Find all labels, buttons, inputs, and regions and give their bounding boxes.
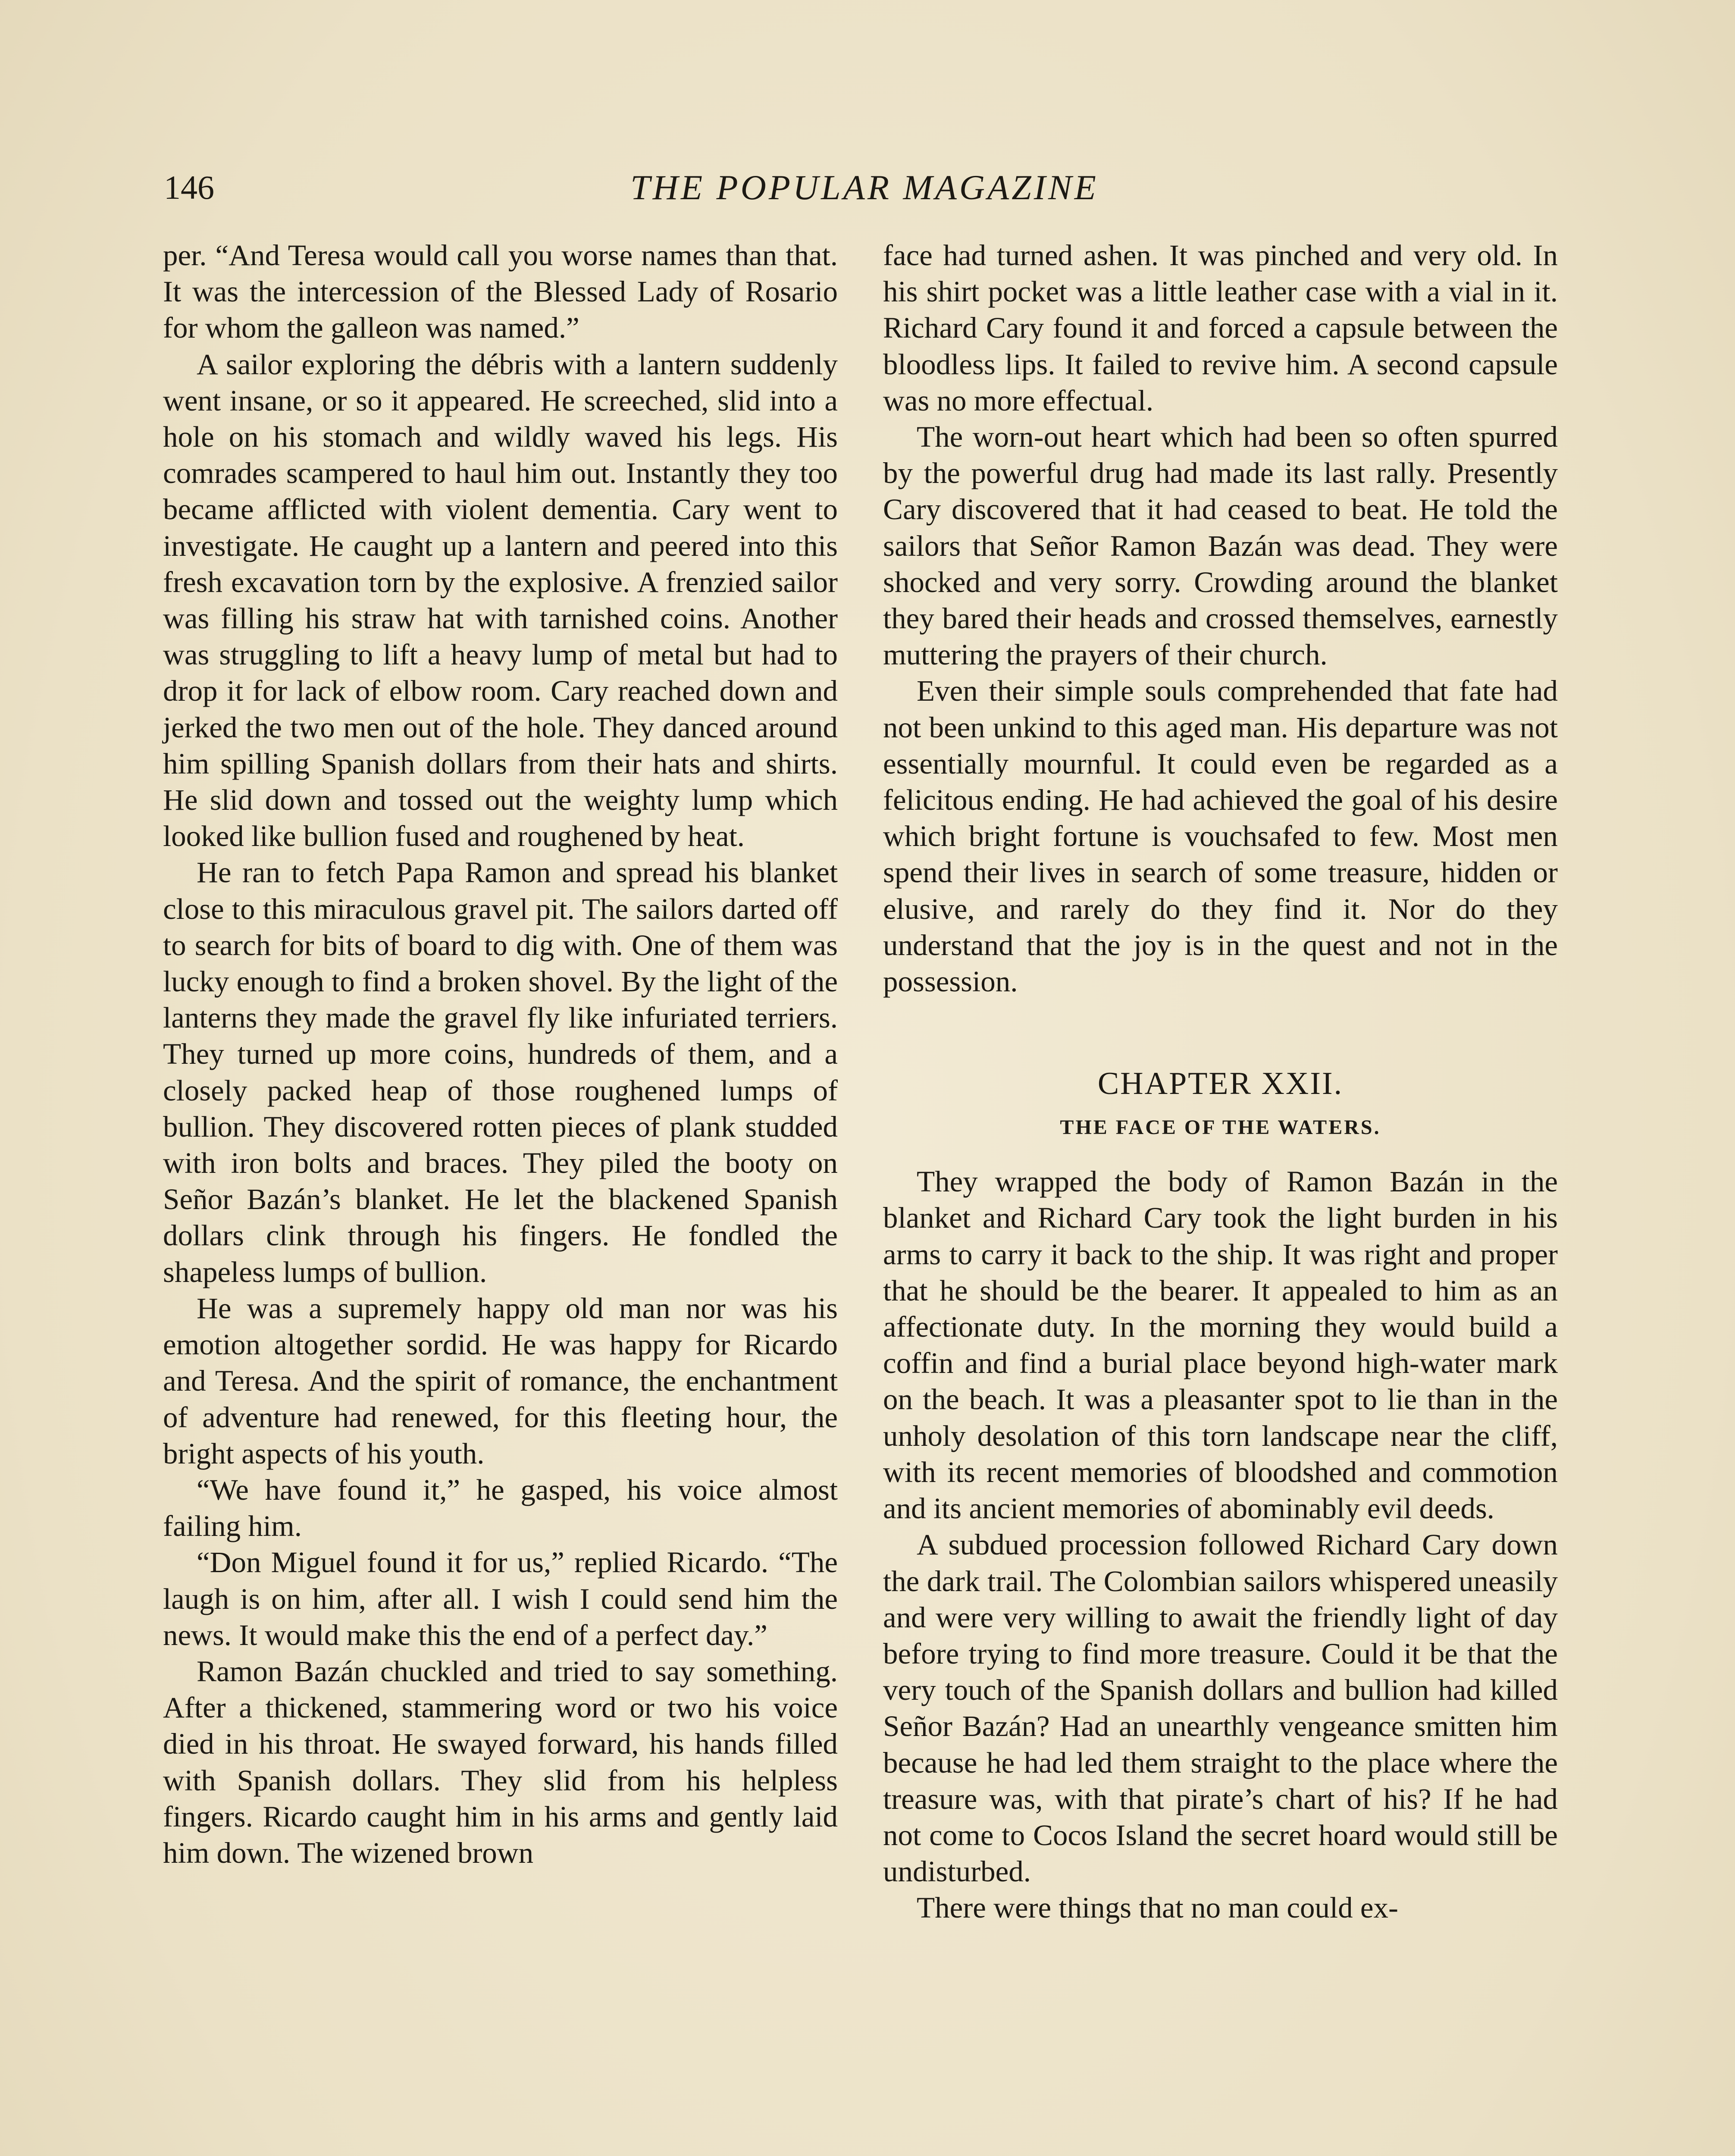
paragraph: face had turned ashen. It was pinched and very old. In his shirt pocket was a little leather case with a vial in it. Richard Cary found it and forced a capsule between the bloodless lips. It failed to revive him. A second capsule was no more effectual. (883, 239, 1558, 417)
paragraph: “We have found it,” he gasped, his voice almost failing him. (163, 1473, 838, 1543)
paragraph: Even their simple souls comprehended that fate had not been unkind to this aged man. His departure was not essentially mournful. It could even be regarded as a felicitous ending. He had achieved the goal of his desire which bright fortune is vouchsafed to few. Most men spend their lives in search of some treasure, hidden or elusive, and rarely do they find it. Nor do they understand that the joy is in the quest and not in the possession. (883, 674, 1558, 998)
paragraph: There were things that no man could ex- (917, 1891, 1399, 1924)
chapter-subtitle: THE FACE OF THE WATERS. (1060, 1116, 1381, 1139)
paragraph: They wrapped the body of Ramon Bazán in the blanket and Richard Cary took the light burden in his arms to carry it back to the ship. It was right and proper that he should be the bearer. It appealed to him as an affectionate duty. In the morning they would build a coffin and find a burial place beyond high-water mark on the beach. It was a pleasanter spot to lie than in the unholy desolation of this torn landscape near the cliff, with its recent memories of bloodshed and commotion and its ancient memories of abominably evil deeds. (883, 1165, 1558, 1525)
left-column (163, 237, 838, 1871)
chapter-title: CHAPTER XXII. (1097, 1066, 1344, 1102)
paragraph: Ramon Bazán chuckled and tried to say something. After a thickened, stammering word or two his voice died in his throat. He swayed forward, his hands filled with Spanish dollars. They slid from his helpless fingers. Ricardo caught him in his arms and gently laid him down. The wizened brown (163, 1655, 838, 1869)
page-number: 146 (164, 169, 214, 206)
paragraph: A sailor exploring the débris with a lantern suddenly went insane, or so it appeared. He screeched, slid into a hole on his stomach and wildly waved his legs. His comrades scampered to haul him out. Instantly they too became afflicted with violent dementia. Cary went to investigate. He caught up a lantern and peered into this fresh excavation torn by the explosive. A frenzied sailor was filling his straw hat with tarnished coins. Another was struggling to lift a heavy lump of metal but had to drop it for lack of elbow room. Cary reached down and jerked the two men out of the hole. They danced around him spilling Spanish dollars from their hats and shirts. He slid down and tossed out the weighty lump which looked like bullion fused and roughened by heat. (163, 348, 838, 853)
paragraph: He was a supremely happy old man nor was his emotion altogether sordid. He was happy for Ricardo and Teresa. And the spirit of romance, the enchantment of adventure had renewed, for this fleeting hour, the bright aspects of his youth. (163, 1291, 838, 1470)
right-column (883, 237, 1558, 1926)
paragraph: “Don Miguel found it for us,” replied Ricardo. “The laugh is on him, after all. I wish I could send him the news. It would make this the end of a perfect day.” (163, 1546, 838, 1651)
paragraph: He ran to fetch Papa Ramon and spread his blanket close to this miraculous gravel pit. The sailors darted off to search for bits of board to dig with. One of them was lucky enough to find a broken shovel. By the light of the lanterns they made the gravel fly like infuriated terriers. They turned up more coins, hundreds of them, and a closely packed heap of those roughened lumps of bullion. They discovered rotten pieces of plank studded with iron bolts and braces. They piled the booty on Señor Bazán’s blanket. He let the blackened Spanish dollars clink through his fingers. He fondled the shapeless lumps of bullion. (163, 856, 838, 1288)
paragraph: The worn-out heart which had been so often spurred by the powerful drug had made its last rally. Presently Cary discovered that it had ceased to beat. He told the sailors that Señor Ramon Bazán was dead. They were shocked and very sorry. Crowding around the blanket they bared their heads and crossed themselves, earnestly muttering the prayers of their church. (883, 420, 1558, 671)
running-head: THE POPULAR MAGAZINE (630, 168, 1099, 207)
paragraph: A subdued procession followed Richard Cary down the dark trail. The Colombian sailors whispered uneasily and were very willing to await the friendly light of day before trying to find more treasure. Could it be that the very touch of the Spanish dollars and bullion had killed Señor Bazán? Had an unearthly vengeance smitten him because he had led them straight to the place where the treasure was, with that pirate’s chart of his? If he had not come to Cocos Island the secret hoard would still be undisturbed. (883, 1528, 1558, 1888)
page-header (164, 166, 1565, 213)
paragraph: per. “And Teresa would call you worse names than that. It was the intercession of the Blessed Lady of Rosario for whom the galleon was named.” (163, 239, 838, 345)
